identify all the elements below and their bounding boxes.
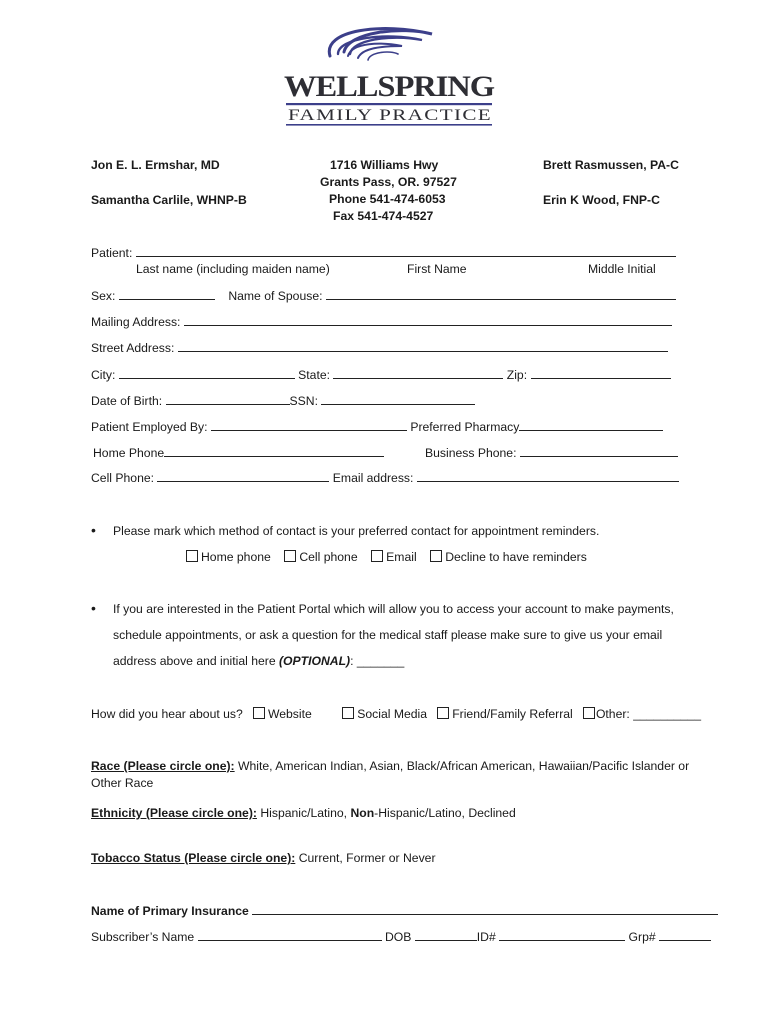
optional-label: (OPTIONAL) — [279, 654, 351, 668]
mailing-label: Mailing Address: — [91, 315, 181, 329]
checkbox-icon[interactable] — [284, 550, 296, 562]
employer-field[interactable] — [211, 419, 407, 431]
primary-insurance-row — [91, 903, 718, 918]
referral-option-friend[interactable]: Friend/Family Referral — [437, 707, 573, 721]
mailing-field[interactable] — [184, 314, 672, 326]
dob-ssn-row — [91, 393, 475, 408]
race-row — [91, 759, 689, 773]
cell-phone-field[interactable] — [157, 470, 329, 482]
referral-question: How did you hear about us? — [91, 707, 243, 721]
provider-rasmussen: Brett Rasmussen, PA-C — [543, 158, 679, 172]
race-label: Race (Please circle one): — [91, 759, 235, 773]
bullet-icon: • — [91, 522, 96, 538]
address-city: Grants Pass, OR. 97527 — [320, 175, 457, 189]
cell-phone-label: Cell Phone: — [91, 471, 155, 485]
checkbox-icon[interactable] — [342, 707, 354, 719]
address-street: 1716 Williams Hwy — [330, 158, 439, 172]
ethnicity-row — [91, 806, 516, 820]
logo-rule — [286, 103, 492, 105]
clinic-fax: Fax 541-474-4527 — [333, 209, 434, 223]
contact-option-decline[interactable]: Decline to have reminders — [430, 550, 587, 564]
city-field[interactable] — [119, 367, 295, 379]
ssn-field[interactable] — [321, 393, 475, 405]
subscriber-dob-field[interactable] — [415, 929, 477, 941]
portal-line-3: address above and initial here (OPTIONAL): _______ — [113, 654, 405, 668]
checkbox-icon[interactable] — [430, 550, 442, 562]
zip-label: Zip: — [506, 368, 528, 382]
provider-ermshar: Jon E. L. Ermshar, MD — [91, 158, 220, 172]
state-field[interactable] — [333, 367, 503, 379]
referral-other-field[interactable]: __________ — [633, 707, 701, 721]
wellspring-logo — [282, 26, 496, 132]
ethnicity-option-hispanic[interactable]: Hispanic/Latino, — [256, 806, 351, 820]
checkbox-icon[interactable] — [437, 707, 449, 719]
swirl-icon — [329, 29, 432, 60]
grp-label: Grp# — [628, 930, 656, 944]
provider-wood: Erin K Wood, FNP-C — [543, 193, 660, 207]
email-field[interactable] — [417, 470, 679, 482]
subscriber-field[interactable] — [198, 929, 382, 941]
referral-option-other[interactable]: Other: — [583, 707, 630, 721]
zip-field[interactable] — [531, 367, 671, 379]
tobacco-row — [91, 851, 436, 865]
street-label: Street Address: — [91, 341, 175, 355]
tobacco-label: Tobacco Status (Please circle one): — [91, 851, 296, 865]
checkbox-icon[interactable] — [371, 550, 383, 562]
ssn-label: SSN: — [289, 394, 318, 408]
id-label: ID# — [476, 930, 496, 944]
employed-label: Patient Employed By: — [91, 420, 208, 434]
mailing-row — [91, 314, 672, 329]
ethnicity-label: Ethnicity (Please circle one): — [91, 806, 257, 820]
tobacco-options[interactable]: Current, Former or Never — [295, 851, 436, 865]
employer-pharmacy-row — [91, 419, 663, 434]
email-label: Email address: — [332, 471, 414, 485]
last-name-caption: Last name (including maiden name) — [136, 262, 330, 276]
patient-label: Patient: — [91, 246, 133, 260]
id-field[interactable] — [499, 929, 625, 941]
street-field[interactable] — [178, 340, 668, 352]
ethnicity-option-rest[interactable]: -Hispanic/Latino, Declined — [374, 806, 516, 820]
contact-options-row — [186, 550, 587, 564]
dob-label: Date of Birth: — [91, 394, 163, 408]
state-label: State: — [298, 368, 330, 382]
business-phone-field[interactable] — [520, 445, 678, 457]
ethnicity-non[interactable]: Non — [350, 806, 375, 820]
checkbox-icon[interactable] — [186, 550, 198, 562]
street-row — [91, 340, 668, 355]
sex-label: Sex: — [91, 289, 116, 303]
city-state-zip-row — [91, 367, 671, 382]
spouse-field[interactable] — [326, 288, 676, 300]
subscriber-row — [91, 929, 711, 944]
home-phone-field[interactable] — [164, 445, 384, 457]
provider-carlile: Samantha Carlile, WHNP-B — [91, 193, 247, 207]
city-label: City: — [91, 368, 116, 382]
logo-subtitle: FAMILY PRACTICE — [288, 107, 492, 124]
dob-field[interactable] — [166, 393, 290, 405]
pharmacy-field[interactable] — [519, 419, 663, 431]
portal-initial-field[interactable]: : _______ — [350, 654, 405, 668]
race-options-cont[interactable]: Other Race — [91, 776, 154, 790]
patient-name-row — [91, 245, 676, 260]
logo-name: WELLSPRING — [284, 70, 495, 103]
subscriber-label: Subscriber’s Name — [91, 930, 195, 944]
contact-option-email[interactable]: Email — [371, 550, 416, 564]
referral-option-social[interactable]: Social Media — [342, 707, 427, 721]
contact-option-cell[interactable]: Cell phone — [284, 550, 357, 564]
grp-field[interactable] — [659, 929, 711, 941]
primary-insurance-label: Name of Primary Insurance — [91, 904, 249, 918]
home-phone-row — [93, 445, 384, 460]
patient-name-field[interactable] — [136, 245, 676, 257]
spouse-label: Name of Spouse: — [228, 289, 323, 303]
portal-line-1: If you are interested in the Patient Portal which will allow you to access your account to make payments, — [113, 602, 674, 616]
cell-email-row — [91, 470, 679, 485]
logo-rule-bottom — [286, 124, 492, 126]
subscriber-dob-label: DOB — [384, 930, 412, 944]
sex-field[interactable] — [119, 288, 215, 300]
portal-line-2: schedule appointments, or ask a question for the medical staff please make sure to give us your email — [113, 628, 663, 642]
bullet-icon: • — [91, 600, 96, 616]
business-phone-label: Business Phone: — [425, 446, 517, 460]
contact-instruction: Please mark which method of contact is your preferred contact for appointment reminders. — [113, 524, 600, 538]
home-phone-label: Home Phone — [93, 446, 165, 460]
business-phone-row — [425, 445, 678, 460]
referral-row — [91, 707, 701, 721]
primary-insurance-field[interactable] — [252, 903, 718, 915]
clinic-phone: Phone 541-474-6053 — [329, 192, 446, 206]
checkbox-icon[interactable] — [583, 707, 595, 719]
contact-option-home[interactable]: Home phone — [186, 550, 271, 564]
checkbox-icon[interactable] — [253, 707, 265, 719]
sex-spouse-row — [91, 288, 676, 303]
referral-option-website[interactable]: Website — [253, 707, 312, 721]
first-name-caption: First Name — [407, 262, 467, 276]
middle-initial-caption: Middle Initial — [588, 262, 656, 276]
pharmacy-label: Preferred Pharmacy — [410, 420, 520, 434]
race-options[interactable]: White, American Indian, Asian, Black/African American, Hawaiian/Pacific Islander or — [234, 759, 690, 773]
